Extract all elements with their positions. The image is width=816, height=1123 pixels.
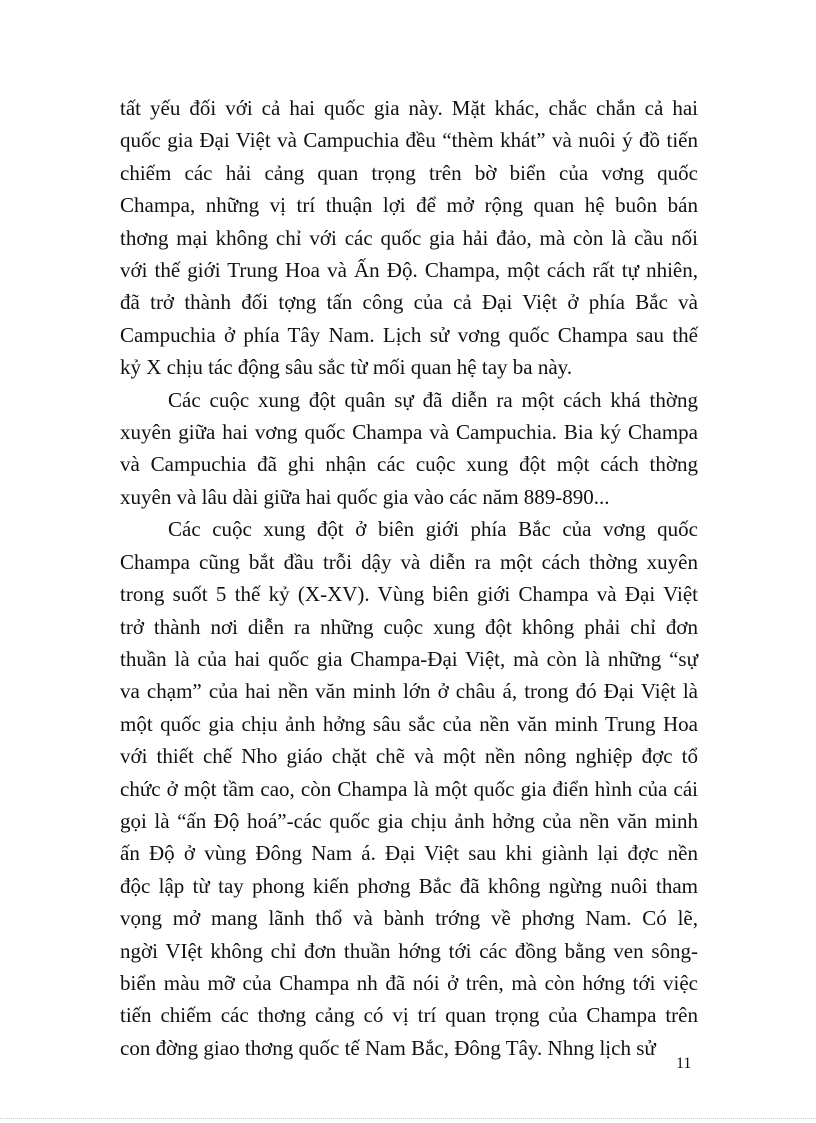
page-number: 11 — [676, 1055, 692, 1072]
text-line: con đờng giao thơng quốc tế Nam Bắc, Đông Tây. Nhng lịch sử — [120, 1035, 656, 1060]
text-line: biển màu mỡ của Champa nh đã nói ở trên, mà còn hớng tới việc — [120, 970, 698, 995]
paragraph — [120, 92, 698, 384]
text-line: độc lập từ tay phong kiến phơng Bắc đã không ngừng nuôi tham — [120, 873, 698, 898]
body-text — [120, 92, 698, 1064]
text-line: với thế giới Trung Hoa và Ấn Độ. Champa, một cách rất tự nhiên, — [120, 258, 698, 283]
text-line: xuyên và lâu dài giữa hai quốc gia vào các năm 889-890... — [120, 484, 610, 509]
text-line: ấn Độ ở vùng Đông Nam á. Đại Việt sau khi giành lại đợc nền — [120, 841, 698, 866]
text-line: va chạm” của hai nền văn minh lớn ở châu á, trong đó Đại Việt là — [120, 679, 698, 704]
text-line: và Campuchia đã ghi nhận các cuộc xung đột một cách thờng — [120, 452, 698, 477]
text-line: tiến chiếm các thơng cảng có vị trí quan trọng của Champa trên — [120, 1003, 698, 1028]
text-line: Champa, những vị trí thuận lợi để mở rộng quan hệ buôn bán — [120, 193, 698, 218]
text-line: kỷ X chịu tác động sâu sắc từ mối quan hệ tay ba này. — [120, 355, 573, 380]
text-line: gọi là “ấn Độ hoá”-các quốc gia chịu ảnh hởng của nền văn minh — [120, 808, 698, 833]
text-line: chức ở một tầm cao, còn Champa là một quốc gia điển hình của cái — [120, 776, 698, 801]
text-line: đã trở thành đối tợng tấn công của cả Đại Việt ở phía Bắc và — [120, 290, 698, 315]
text-line: thuần là của hai quốc gia Champa-Đại Việt, mà còn là những “sự — [120, 646, 698, 671]
text-line: tất yếu đối với cả hai quốc gia này. Mặt khác, chắc chắn cả hai — [120, 96, 698, 120]
text-line: chiếm các hải cảng quan trọng trên bờ biển của vơng quốc — [120, 160, 698, 185]
text-line: một quốc gia chịu ảnh hởng sâu sắc của nền văn minh Trung Hoa — [120, 711, 698, 736]
text-line: ngời VIệt không chỉ đơn thuần hớng tới các đồng bằng ven sông- — [120, 938, 698, 963]
text-line: trong suốt 5 thế kỷ (X-XV). Vùng biên giới Champa và Đại Việt — [120, 582, 698, 607]
text-line: vọng mở mang lãnh thổ và bành trớng về phơng Nam. Có lẽ, — [120, 906, 698, 931]
text-line: với thiết chế Nho giáo chặt chẽ và một nền nông nghiệp đợc tổ — [120, 744, 698, 769]
page-bottom-divider — [0, 1118, 816, 1119]
text-line: Các cuộc xung đột quân sự đã diễn ra một cách khá thờng — [168, 387, 698, 412]
text-line: thơng mại không chỉ với các quốc gia hải đảo, mà còn là cầu nối — [120, 225, 698, 250]
text-line: Campuchia ở phía Tây Nam. Lịch sử vơng quốc Champa sau thế — [120, 322, 698, 347]
paragraph — [120, 384, 698, 514]
text-line: xuyên giữa hai vơng quốc Champa và Campuchia. Bia ký Champa — [120, 420, 698, 445]
text-line: trở thành nơi diễn ra những cuộc xung đột không phải chỉ đơn — [120, 614, 698, 639]
text-line: Các cuộc xung đột ở biên giới phía Bắc của vơng quốc — [168, 517, 698, 542]
text-line: Champa cũng bắt đầu trỗi dậy và diễn ra một cách thờng xuyên — [120, 549, 698, 574]
text-line: quốc gia Đại Việt và Campuchia đều “thèm khát” và nuôi ý đồ tiến — [120, 128, 698, 153]
paragraph — [120, 513, 698, 1064]
